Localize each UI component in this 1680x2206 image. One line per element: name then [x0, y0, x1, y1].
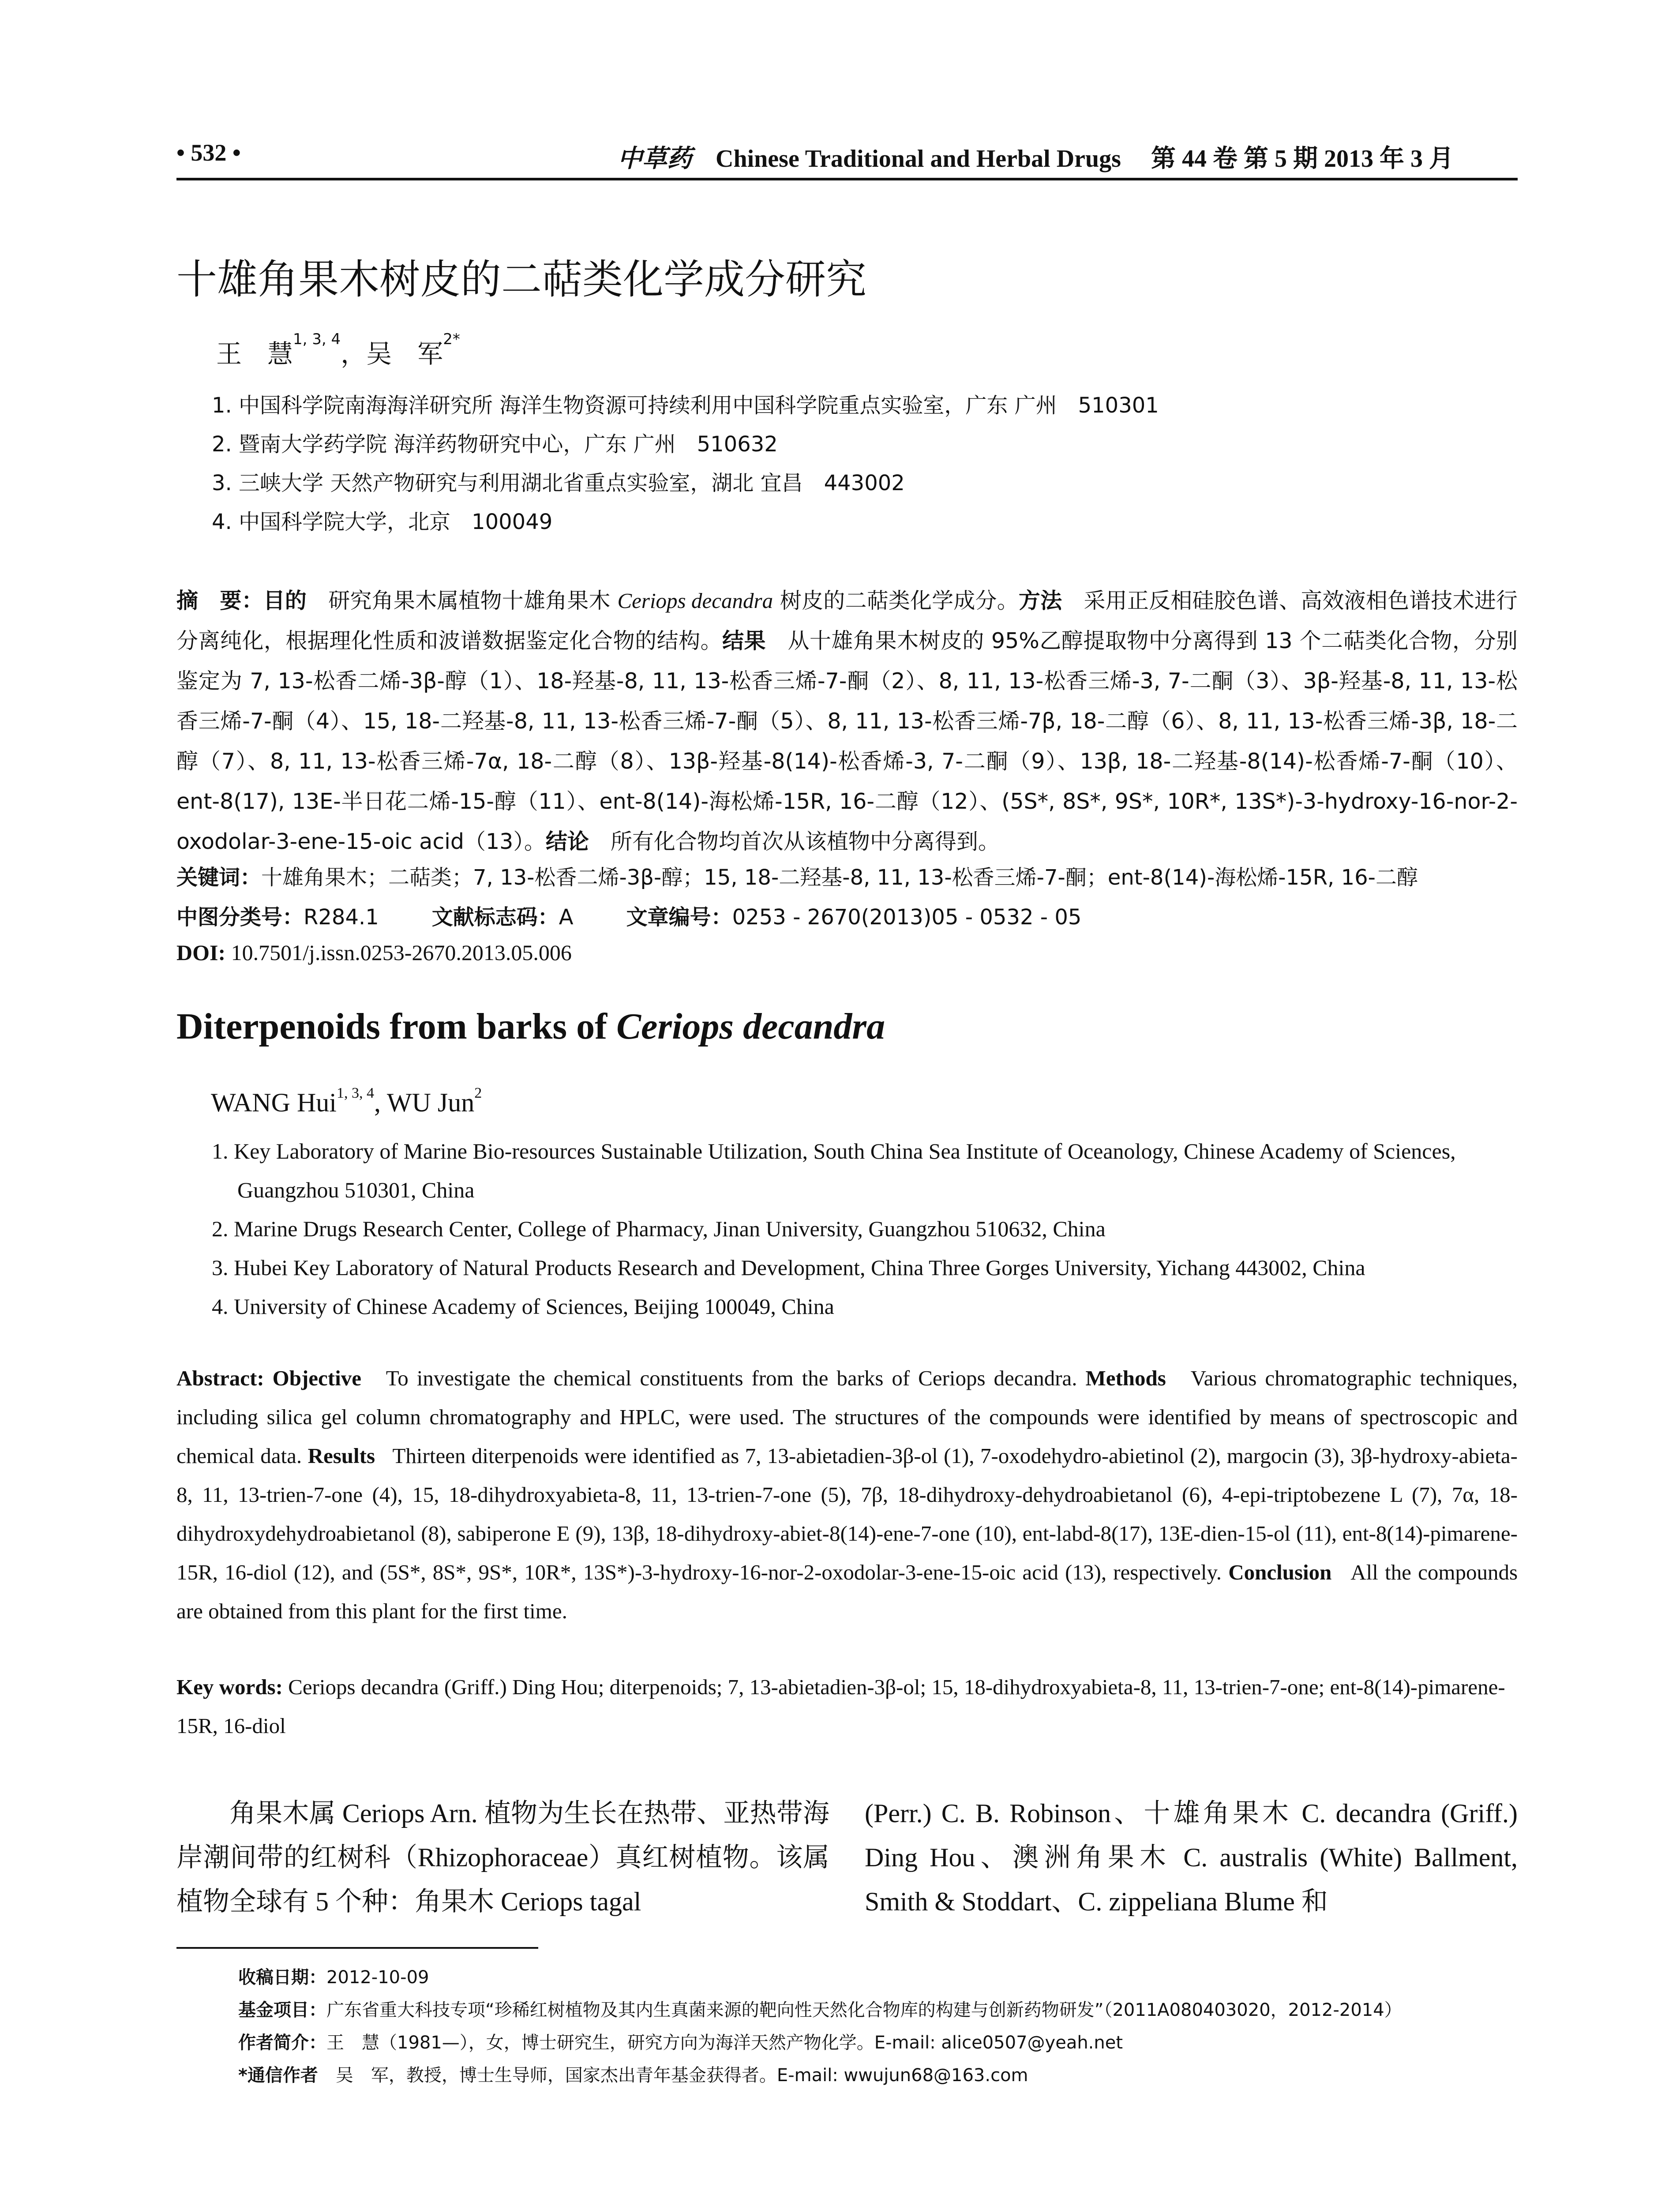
- author-sep-cn: ，: [341, 339, 367, 369]
- abstract-cn-conclusion-label: 结论: [545, 829, 589, 854]
- affiliation-en-1: 1. Key Laboratory of Marine Bio-resources Sustainable Utilization, South China Sea Institute of Oceanology, Chinese Academy of Sciences, Guangzhou 510301, China: [212, 1139, 1456, 1202]
- author-2-en: WU Jun: [386, 1088, 475, 1117]
- abstract-cn-methods-label: 方法: [1018, 588, 1062, 613]
- keywords-en-label: Key words:: [176, 1675, 283, 1699]
- doc-code-label: 文献标志码：: [431, 905, 559, 930]
- received-label: 收稿日期：: [238, 1967, 326, 1988]
- doi: [176, 940, 572, 965]
- footnote-fund: [238, 1994, 1526, 2026]
- body-column-right: (Perr.) C. B. Robinson、十雄角果木 C. decandra (Griff.) Ding Hou、澳洲角果木 C. australis (White) Ballment, Smith & Stoddart、C. zippeliana Blume 和: [865, 1799, 1518, 1916]
- abstract-en-methods: Various chromatographic techniques, including silica gel column chromatography and HPLC, were used. The structures of the compounds were identified by means of spectroscopic and chemical data.: [176, 1366, 1518, 1468]
- received-value: 2012-10-09: [326, 1967, 429, 1988]
- page-number: • 532 •: [176, 139, 241, 166]
- abstract-en: [176, 1359, 1518, 1631]
- corresponding-label: *通信作者: [238, 2065, 318, 2086]
- abstract-cn: [176, 581, 1518, 862]
- title-en: [176, 1005, 885, 1048]
- author-bio-label: 作者简介：: [238, 2033, 326, 2053]
- classification-line: [176, 900, 1081, 930]
- title-cn: 十雄角果木树皮的二萜类化学成分研究: [176, 256, 867, 303]
- affiliation-cn-3: 3. 三峡大学 天然产物研究与利用湖北省重点实验室，湖北 宜昌 443002: [212, 471, 905, 495]
- article-number-label: 文章编号：: [626, 905, 732, 930]
- author-bio-value: 王 慧（1981—），女，博士研究生，研究方向为海洋天然产物化学。E-mail: alice0507@yeah.net: [326, 2033, 1123, 2053]
- author-1-en-affil: 1, 3, 4: [336, 1085, 374, 1101]
- abstract-en-conclusion-label: Conclusion: [1228, 1560, 1332, 1584]
- abstract-cn-objective-label: 目的: [263, 588, 307, 613]
- affiliation-cn-1: 1. 中国科学院南海海洋研究所 海洋生物资源可持续利用中国科学院重点实验室，广东 广州 510301: [212, 393, 1159, 418]
- abstract-cn-results-label: 结果: [722, 628, 766, 653]
- author-1-cn-affil: 1, 3, 4: [293, 330, 341, 348]
- abstract-en-label: Abstract:: [176, 1366, 264, 1390]
- footnotes: [238, 1961, 1526, 2092]
- abstract-en-methods-label: Methods: [1085, 1366, 1166, 1390]
- body-column-left: 角果木属 Ceriops Arn. 植物为生长在热带、亚热带海岸潮间带的红树科（Rhizophoraceae）真红树植物。该属植物全球有 5 个种：角果木 Ceriops tagal: [176, 1799, 829, 1916]
- footnote-author: [238, 2026, 1526, 2059]
- author-2-en-affil: 2: [474, 1085, 482, 1101]
- title-en-species: Ceriops decandra: [616, 1006, 885, 1047]
- keywords-en: [176, 1668, 1518, 1745]
- keywords-cn-label: 关键词：: [176, 865, 262, 890]
- affiliation-cn-2: 2. 暨南大学药学院 海洋药物研究中心，广东 广州 510632: [212, 432, 778, 457]
- journal-title: [618, 139, 1454, 174]
- abstract-cn-results: 从十雄角果木树皮的 95%乙醇提取物中分离得到 13 个二萜类化合物，分别鉴定为 7, 13-松香二烯-3β-醇（1）、18-羟基-8, 11, 13-松香三烯-7-酮（2）、8, 11, 13-松香三烯-3, 7-二酮（3）、3β-羟基-8, 11, 13-松香三烯-7-酮（4）、15, 18-二羟基-8, 11, 13-松香三烯-7-酮（5）、8, 11, 13-松香三烯-7β, 18-二醇（6）、8, 11, 13-松香三烯-3β, 18-二醇（7）、8, 11, 13-松香三烯-7α, 18-二醇（8）、13β-羟基-8(14)-松香烯-3, 7-二酮（9）、13β, 18-二羟基-8(14)-松香烯-7-酮（10）、ent-8(17), 13E-半日花二烯-15-醇（11）、ent-8(14)-海松烯-15R, 16-二醇（12）、(5S*, 8S*, 9S*, 10R*, 13S*)-3-hydroxy-16-nor-2-oxodolar-3-ene-15-oic acid（13）。: [176, 628, 1518, 854]
- fund-value: 广东省重大科技专项“珍稀红树植物及其内生真菌来源的靶向性天然化合物库的构建与创新药物研发”（2011A080403020，2012-2014）: [326, 2000, 1402, 2020]
- journal-title-cn: 中草药: [618, 144, 692, 173]
- doi-label: DOI:: [176, 940, 226, 965]
- abstract-en-results: Thirteen diterpenoids were identified as 7, 13-abietadien-3β-ol (1), 7-oxodehydro-abietinol (2), margocin (3), 3β-hydroxy-abieta-8, 11, 13-trien-7-one (4), 15, 18-dihydroxyabieta-8, 11, 13-trien-7-one (5), 7β, 18-dihydroxy-dehydroabietanol (6), 4-epi-triptobezene L (7), 7α, 18-dihydroxydehydroabietanol (8), sabiperone E (9), 13β, 18-dihydroxy-abiet-8(14)-ene-7-one (10), ent-labd-8(17), 13E-dien-15-ol (11), ent-8(14)-pimarene-15R, 16-diol (12), and (5S*, 8S*, 9S*, 10R*, 13S*)-3-hydroxy-16-nor-2-oxodolar-3-ene-15-oic acid (13), respectively.: [176, 1444, 1518, 1584]
- footnote-corresponding: [238, 2059, 1526, 2092]
- abstract-en-objective: To investigate the chemical constituents from the barks of Ceriops decandra.: [386, 1366, 1077, 1390]
- journal-title-en: Chinese Traditional and Herbal Drugs: [716, 145, 1121, 173]
- article-number-value: 0253 - 2670(2013)05 - 0532 - 05: [732, 905, 1082, 930]
- fund-label: 基金项目：: [238, 2000, 326, 2020]
- author-2-cn: 吴 军: [366, 339, 443, 369]
- running-header: [176, 139, 1518, 179]
- authors-cn: [216, 330, 460, 370]
- footnote-rule: [176, 1947, 538, 1949]
- author-1-cn: 王 慧: [216, 339, 293, 369]
- keywords-en-text: Ceriops decandra (Griff.) Ding Hou; diterpenoids; 7, 13-abietadien-3β-ol; 15, 18-dihydroxyabieta-8, 11, 13-trien-7-one; ent-8(14)-pimarene-15R, 16-diol: [176, 1675, 1505, 1738]
- doi-value[interactable]: 10.7501/j.issn.0253-2670.2013.05.006: [231, 940, 572, 965]
- abstract-cn-objective-pre: 研究角果木属植物十雄角果木: [328, 588, 611, 613]
- keywords-cn-text: 十雄角果木；二萜类；7, 13-松香二烯-3β-醇；15, 18-二羟基-8, 11, 13-松香三烯-7-酮；ent-8(14)-海松烯-15R, 16-二醇: [261, 865, 1418, 890]
- keywords-cn: [176, 860, 1526, 891]
- abstract-cn-conclusion: 所有化合物均首次从该植物中分离得到。: [610, 829, 1000, 854]
- affiliations-cn: [212, 386, 1159, 541]
- author-2-cn-affil: 2*: [443, 330, 460, 348]
- abstract-en-conclusion: All the compounds are obtained from this plant for the first time.: [176, 1560, 1518, 1623]
- affiliation-en-4: 4. University of Chinese Academy of Sciences, Beijing 100049, China: [212, 1294, 834, 1319]
- footnote-received: [238, 1961, 1526, 1994]
- corresponding-value: 吴 军，教授，博士生导师，国家杰出青年基金获得者。E-mail: wwujun68@163.com: [335, 2065, 1028, 2086]
- affiliation-cn-4: 4. 中国科学院大学，北京 100049: [212, 510, 553, 534]
- clc-value: R284.1: [304, 905, 379, 930]
- affiliation-en-3: 3. Hubei Key Laboratory of Natural Products Research and Development, China Three Gorges University, Yichang 443002, China: [212, 1255, 1365, 1280]
- abstract-en-results-label: Results: [308, 1444, 375, 1468]
- author-1-en: WANG Hui: [211, 1088, 337, 1117]
- author-sep-en: ,: [374, 1088, 387, 1117]
- abstract-cn-objective-post: 树皮的二萜类化学成分。: [780, 588, 1019, 613]
- affiliations-en: [212, 1132, 1518, 1326]
- abstract-cn-methods: 采用正反相硅胶色谱、高效液相色谱技术进行分离纯化，根据理化性质和波谱数据鉴定化合物的结构。: [176, 588, 1518, 653]
- authors-en: [211, 1085, 482, 1118]
- clc-label: 中图分类号：: [176, 905, 304, 930]
- abstract-cn-species: Ceriops decandra: [617, 589, 773, 613]
- doc-code-value: A: [559, 905, 574, 930]
- abstract-en-objective-label: Objective: [272, 1366, 361, 1390]
- header-rule: [176, 178, 1518, 180]
- title-en-text: Diterpenoids from barks of: [176, 1006, 617, 1047]
- journal-issue: 第 44 卷 第 5 期 2013 年 3 月: [1151, 145, 1454, 173]
- abstract-cn-label: 摘 要：: [176, 588, 263, 613]
- affiliation-en-2: 2. Marine Drugs Research Center, College of Pharmacy, Jinan University, Guangzhou 510632, China: [212, 1216, 1106, 1241]
